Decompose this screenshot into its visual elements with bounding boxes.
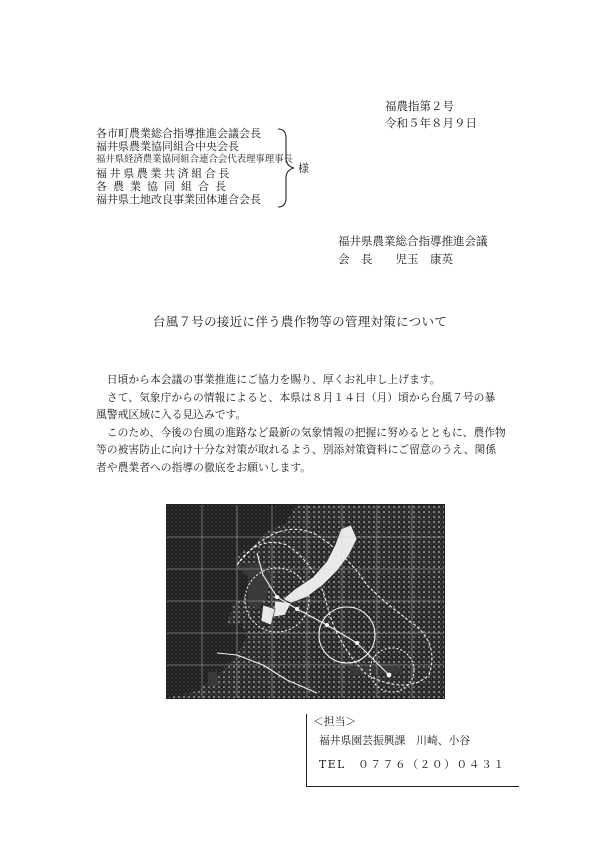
addressee: 各市町農業総合指導推進会議会長: [96, 127, 261, 140]
contact-label: ＜担当＞: [313, 715, 357, 728]
document-subject: 台風７号の接近に伴う農作物等の管理対策について: [152, 314, 448, 329]
document-number-block: [385, 98, 505, 132]
honorific-sama: 様: [298, 162, 309, 175]
sender-organization: 福井県農業総合指導推進会議: [338, 234, 488, 248]
document-date: 令和５年８月９日: [385, 116, 477, 130]
addressee: 福井県農業協同組合中央会長: [96, 140, 239, 154]
addressee: 福井県土地改良事業団体連合会長: [96, 193, 261, 207]
document-number: 福農指第２号: [385, 99, 454, 113]
body-text: [96, 371, 506, 476]
body-paragraph: 日頃から本会議の事業推進にご協力を賜り、厚くお礼申し上げます。: [106, 373, 441, 386]
contact-box: [306, 714, 519, 787]
brace-bracket: [276, 128, 296, 208]
body-paragraph: このため、今後の台風の進路など最新の気象情報の把握に努めるとともに、農作物等の被害防止に向け十分な対策が取れるよう、別添対策資料にご留意のうえ、関係者や農業者への指導の徹底をお願いします。: [96, 425, 506, 474]
body-paragraph: さて、気象庁からの情報によると、本県は８月１４日（月）頃から台風７号の暴風警戒区域に入る見込みです。: [96, 390, 496, 421]
addressee: 各農業協同組合長: [96, 179, 232, 193]
addressee-list: [96, 127, 293, 206]
typhoon-map-graphic: [167, 505, 444, 698]
typhoon-track-map: [166, 504, 445, 699]
addressee: 福井県経済農業協同組合連合会代表理事理事長: [96, 154, 293, 166]
addressee: 福井県農業共済組合長: [96, 166, 232, 180]
contact-department: 福井県園芸振興課 川崎、小谷: [319, 734, 471, 747]
sender-block: [338, 232, 488, 268]
sender-title-name: 会 長 児玉 康英: [338, 252, 453, 266]
contact-telephone: TEL ０７７６（２０）０４３１: [319, 758, 506, 771]
